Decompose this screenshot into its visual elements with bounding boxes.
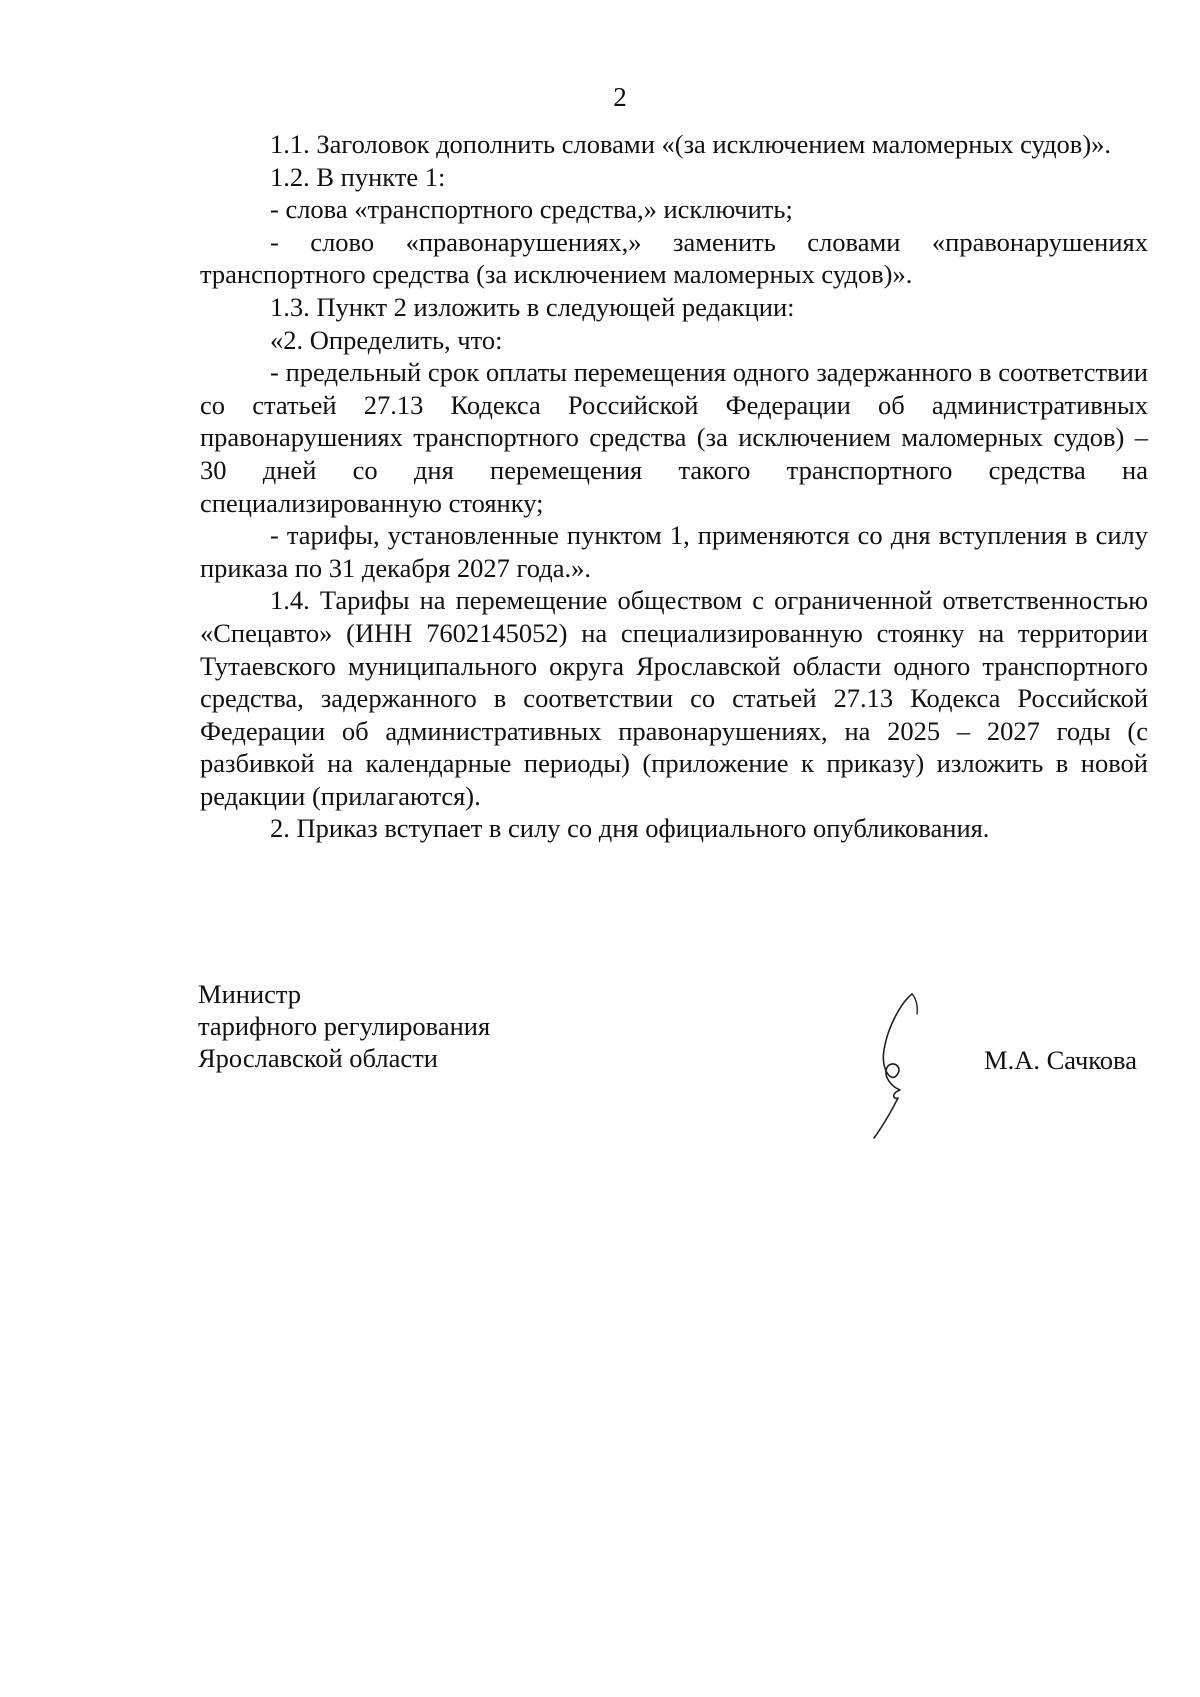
paragraph-1-3-item-2: - тарифы, установленные пунктом 1, применяются со дня вступления в силу приказа по 31 декабря 2027 года.». — [200, 520, 1148, 583]
paragraph-1-2: 1.2. В пункте 1: — [270, 161, 446, 192]
paragraph-1-1: 1.1. Заголовок дополнить словами «(за исключением маломерных судов)». — [270, 129, 1112, 159]
paragraph-2: 2. Приказ вступает в силу со дня официального опубликования. — [270, 813, 990, 844]
page-number: 2 — [613, 82, 627, 112]
position-line-1: Министр — [198, 979, 302, 1009]
paragraph-1-3-item-1: - предельный срок оплаты перемещения одного задержанного в соответствии со статьей 27.13 Кодекса Российской Федерации об административных правонарушениях транспортного средства (за исключением маломерных судов) – 30 дней со дня перемещения такого транспортного средства на специализированную стоянку; — [200, 357, 1148, 518]
handwritten-signature — [860, 990, 940, 1140]
position-line-2: тарифного регулирования — [198, 1011, 491, 1041]
signatory-position — [198, 978, 490, 1074]
paragraph-1-3-quote-start: «2. Определить, что: — [270, 324, 503, 355]
paragraph-1-2-item-2: - слово «правонарушениях,» заменить словами «правонарушениях транспортного средства (за исключением маломерных судов)». — [200, 226, 1148, 290]
document-body — [200, 128, 1148, 845]
paragraph-1-2-item-1: - слова «транспортного средства,» исключить; — [270, 194, 793, 225]
position-line-3: Ярославской области — [198, 1043, 438, 1073]
signer-name: М.А. Сачкова — [984, 1045, 1137, 1075]
paragraph-1-4: 1.4. Тарифы на перемещение обществом с ограниченной ответственностью «Спецавто» (ИНН 7602145052) на специализированную стоянку на территории Тутаевского муниципального округа Ярославской области одного транспортного средства, задержанного в соответствии со статьей 27.13 Кодекса Российской Федерации об административных правонарушениях, на 2025 – 2027 годы (с разбивкой на календарные периоды) (приложение к приказу) изложить в новой редакции (прилагаются). — [200, 585, 1148, 811]
paragraph-1-3: 1.3. Пункт 2 изложить в следующей редакции: — [270, 291, 795, 322]
